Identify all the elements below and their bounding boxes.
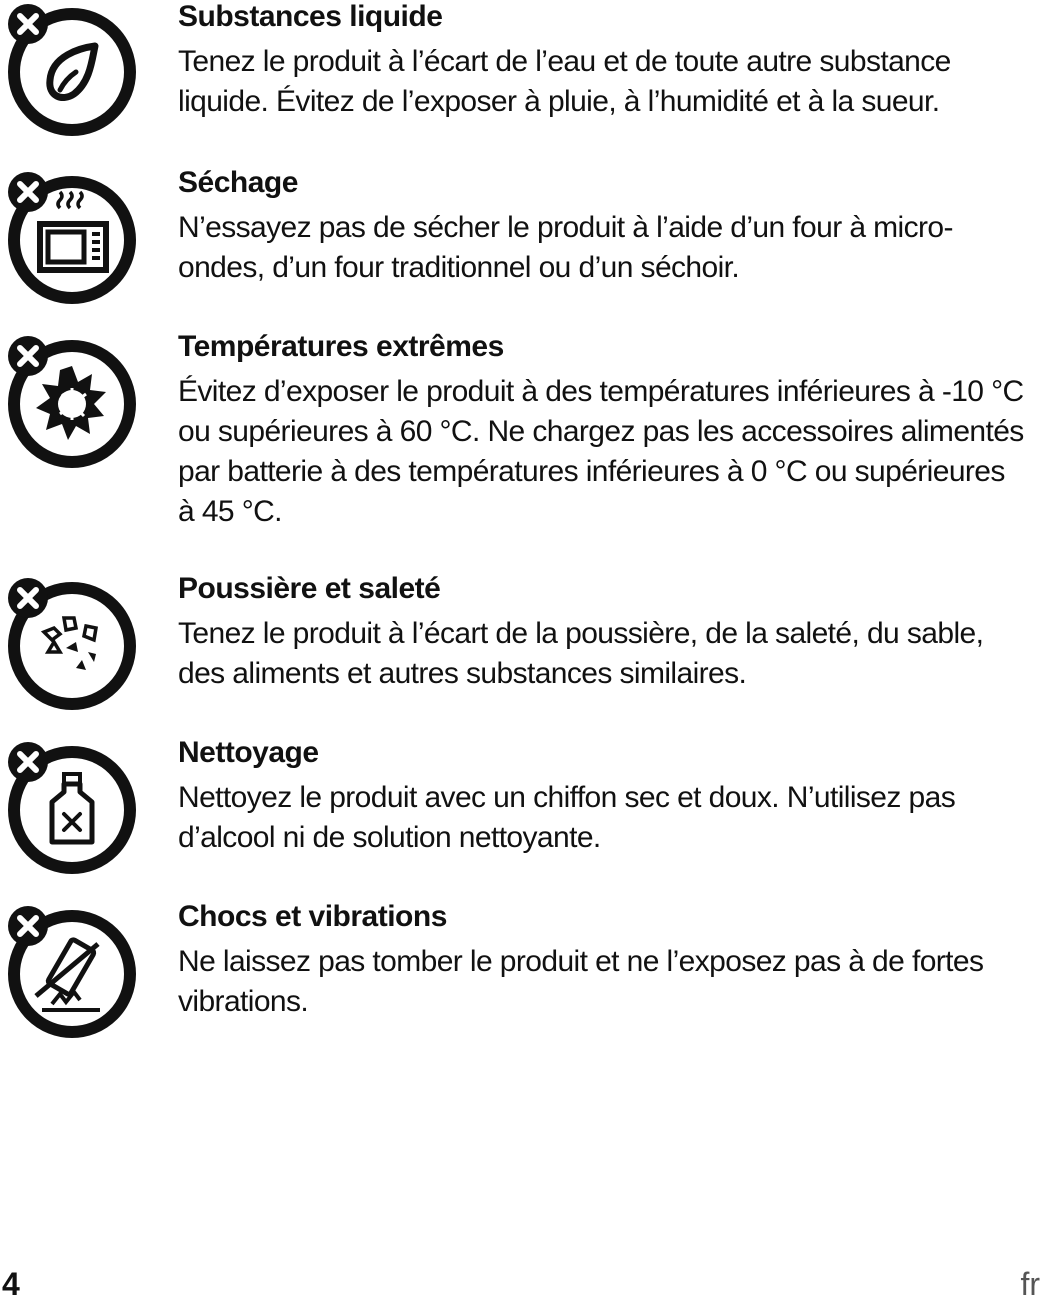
section-heading: Nettoyage: [178, 736, 319, 769]
page-number: 4: [2, 1266, 20, 1302]
dropped-phone-icon: [0, 900, 140, 1040]
section-text: Tenez le produit à l’écart de l’eau et de toute autre substance liquide. Évitez de l’exposer à pluie, à l’humidité et à la sueur.: [178, 45, 951, 118]
language-code: fr: [1020, 1266, 1040, 1302]
section-text: Ne laissez pas tomber le produit et ne l’exposez pas à de fortes vibrations.: [178, 945, 984, 1018]
section-text: N’essayez pas de sécher le produit à l’aide d’un four à micro-ondes, d’un four traditionnel ou d’un séchoir.: [178, 211, 953, 284]
sun-snowflake-icon: [0, 330, 140, 470]
section-heading: Poussière et saleté: [178, 572, 441, 605]
section-text: Nettoyez le produit avec un chiffon sec et doux. N’utilisez pas d’alcool ni de solution nettoyante.: [178, 781, 956, 854]
section-text: Évitez d’exposer le produit à des températures inférieures à -10 °C ou supérieures à 60 °C. Ne chargez pas les accessoires alimentés par batterie à des températures inférieures à 0 °C ou supérieures à 45 °C.: [178, 375, 1024, 528]
section-heading: Substances liquide: [178, 0, 443, 33]
dust-particles-icon: [0, 572, 140, 712]
microwave-icon: [0, 166, 140, 306]
section-heading: Chocs et vibrations: [178, 900, 447, 933]
section-heading: Températures extrêmes: [178, 330, 504, 363]
section-heading: Séchage: [178, 166, 298, 199]
chemical-bottle-icon: [0, 736, 140, 876]
water-drop-icon: [0, 0, 140, 138]
section-text: Tenez le produit à l’écart de la poussière, de la saleté, du sable, des aliments et autres substances similaires.: [178, 617, 984, 690]
